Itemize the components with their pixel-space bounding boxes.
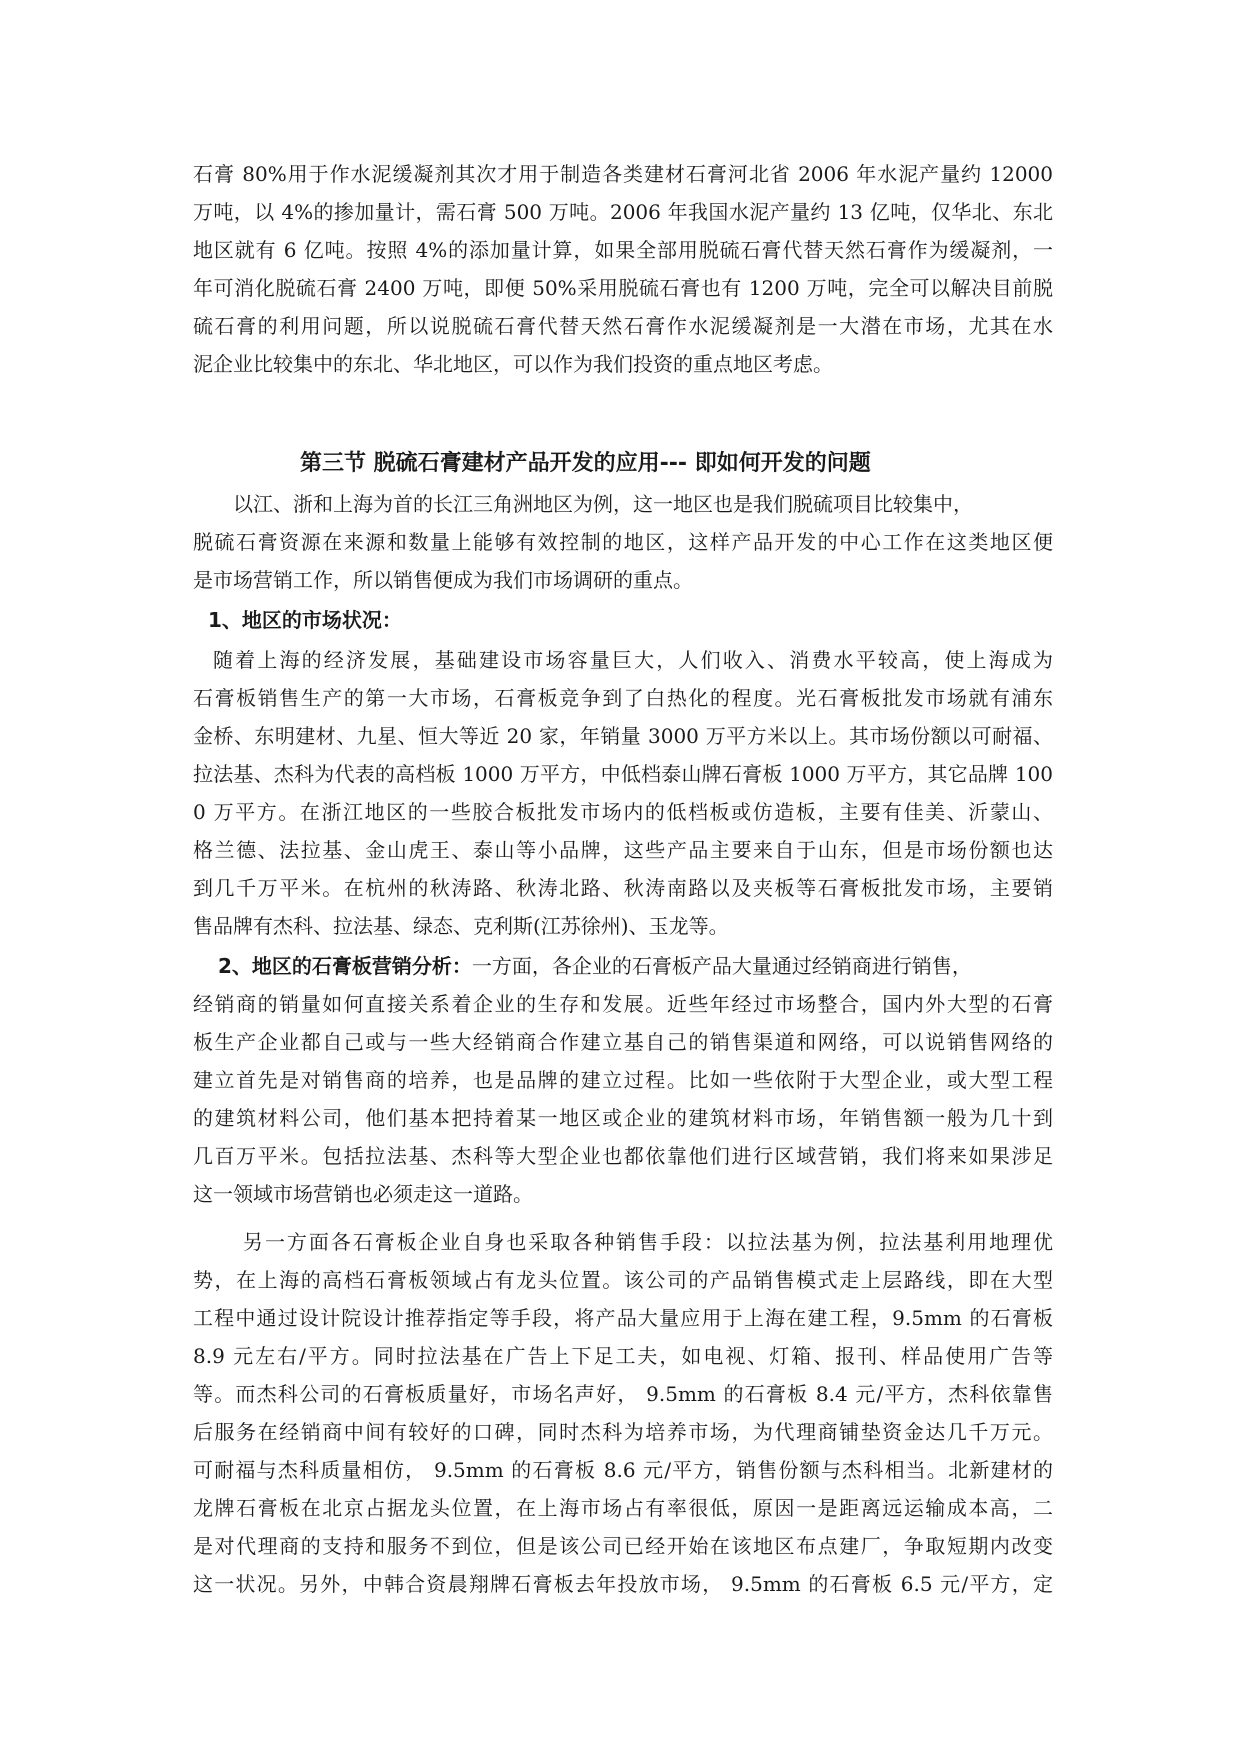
- text-line: 售品牌有杰科、拉法基、绿态、克利斯(江苏徐州)、玉龙等。: [193, 914, 729, 938]
- text-line: 几百万平米。包括拉法基、杰科等大型企业也都依靠他们进行区域营销，我们将来如果涉足: [193, 1144, 1053, 1168]
- text-line: 随着上海的经济发展，基础建设市场容量巨大，人们收入、消费水平较高，使上海成为: [213, 648, 1053, 672]
- text-line: 以江、浙和上海为首的长江三角洲地区为例，这一地区也是我们脱硫项目比较集中，: [233, 492, 973, 516]
- text-line: 金桥、东明建材、九星、恒大等近 20 家，年销量 3000 万平方米以上。其市场份额以可耐福、: [193, 724, 1053, 748]
- text-line: 到几千万平米。在杭州的秋涛路、秋涛北路、秋涛南路以及夹板等石膏板批发市场，主要销: [193, 876, 1053, 900]
- text-line: 是市场营销工作，所以销售便成为我们市场调研的重点。: [193, 568, 693, 592]
- text-line: 格兰德、法拉基、金山虎王、泰山等小品牌，这些产品主要来自于山东，但是市场份额也达: [193, 838, 1053, 862]
- text-line: 建立首先是对销售商的培养，也是品牌的建立过程。比如一些依附于大型企业，或大型工程: [193, 1068, 1053, 1092]
- text-line: 后服务在经销商中间有较好的口碑，同时杰科为培养市场，为代理商铺垫资金达几千万元。: [193, 1420, 1053, 1444]
- text-line: 硫石膏的利用问题，所以说脱硫石膏代替天然石膏作水泥缓凝剂是一大潜在市场，尤其在水: [193, 314, 1053, 338]
- text-line: 板生产企业都自己或与一些大经销商合作建立基自己的销售渠道和网络，可以说销售网络的: [193, 1030, 1053, 1054]
- text-line: 势，在上海的高档石膏板领域占有龙头位置。该公司的产品销售模式走上层路线，即在大型: [193, 1268, 1053, 1292]
- sub-heading-sales: 2、地区的石膏板营销分析：: [218, 954, 472, 978]
- text-line: 另一方面各石膏板企业自身也采取各种销售手段：以拉法基为例，拉法基利用地理优: [243, 1230, 1053, 1254]
- text-line: 工程中通过设计院设计推荐指定等手段，将产品大量应用于上海在建工程，9.5mm 的石膏板: [193, 1306, 1053, 1330]
- text-line: 地区就有 6 亿吨。按照 4%的添加量计算，如果全部用脱硫石膏代替天然石膏作为缓凝剂，一: [193, 238, 1053, 262]
- text-line: 石膏板销售生产的第一大市场，石膏板竞争到了白热化的程度。光石膏板批发市场就有浦东: [193, 686, 1053, 710]
- text-line: 0 万平方。在浙江地区的一些胶合板批发市场内的低档板或仿造板，主要有佳美、沂蒙山、: [193, 800, 1053, 824]
- text-line: 等。而杰科公司的石膏板质量好，市场名声好， 9.5mm 的石膏板 8.4 元/平方，杰科依靠售: [193, 1382, 1053, 1406]
- sub-heading-market: 1、地区的市场状况：: [208, 608, 402, 632]
- text-line: [218, 948, 1053, 984]
- text-line: 可耐福与杰科质量相仿， 9.5mm 的石膏板 8.6 元/平方，销售份额与杰科相当。北新建材的: [193, 1458, 1053, 1482]
- text-line: 经销商的销量如何直接关系着企业的生存和发展。近些年经过市场整合，国内外大型的石膏: [193, 992, 1053, 1016]
- text-line: 8.9 元左右/平方。同时拉法基在广告上下足工夫，如电视、灯箱、报刊、样品使用广告等: [193, 1344, 1053, 1368]
- section-heading: 第三节 脱硫石膏建材产品开发的应用--- 即如何开发的问题: [300, 451, 871, 476]
- text-line: 脱硫石膏资源在来源和数量上能够有效控制的地区，这样产品开发的中心工作在这类地区便: [193, 530, 1053, 554]
- text-line: 这一领域市场营销也必须走这一道路。: [193, 1182, 533, 1206]
- text-line: 万吨，以 4%的掺加量计，需石膏 500 万吨。2006 年我国水泥产量约 13 亿吨，仅华北、东北: [193, 200, 1053, 224]
- text-line: 这一状况。另外，中韩合资晨翔牌石膏板去年投放市场， 9.5mm 的石膏板 6.5 元/平方，定: [193, 1572, 1053, 1596]
- text-line: 是对代理商的支持和服务不到位，但是该公司已经开始在该地区布点建厂，争取短期内改变: [193, 1534, 1053, 1558]
- text-line: 的建筑材料公司，他们基本把持着某一地区或企业的建筑材料市场，年销售额一般为几十到: [193, 1106, 1053, 1130]
- text-line: 泥企业比较集中的东北、华北地区，可以作为我们投资的重点地区考虑。: [193, 352, 833, 376]
- text-line: 石膏 80%用于作水泥缓凝剂其次才用于制造各类建材石膏河北省 2006 年水泥产量约 12000: [193, 162, 1053, 186]
- text-span: 一方面，各企业的石膏板产品大量通过经销商进行销售，: [471, 954, 972, 978]
- text-line: 年可消化脱硫石膏 2400 万吨，即便 50%采用脱硫石膏也有 1200 万吨，完全可以解决目前脱: [193, 276, 1053, 300]
- text-line: 龙牌石膏板在北京占据龙头位置，在上海市场占有率很低，原因一是距离远运输成本高，二: [193, 1496, 1053, 1520]
- text-line: 拉法基、杰科为代表的高档板 1000 万平方，中低档泰山牌石膏板 1000 万平方，其它品牌 100: [193, 762, 1053, 786]
